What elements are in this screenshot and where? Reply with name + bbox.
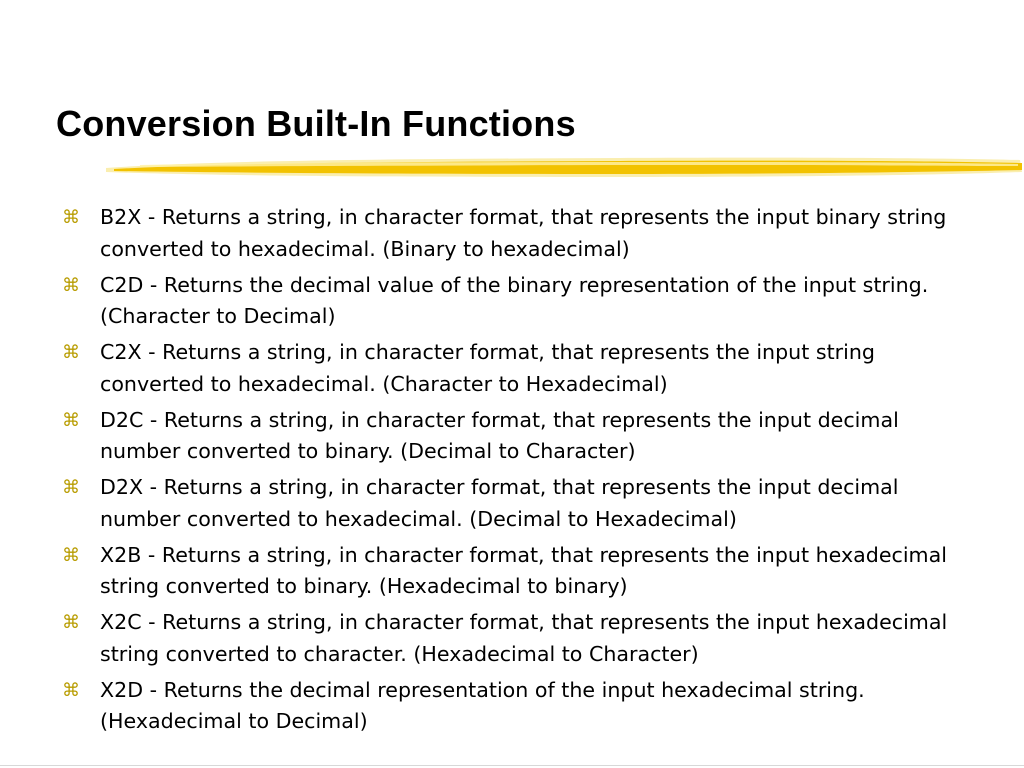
slide-title: Conversion Built-In Functions xyxy=(56,103,576,144)
bullet-item xyxy=(62,540,982,603)
command-key-icon: ⌘ xyxy=(62,679,80,701)
command-key-icon: ⌘ xyxy=(62,274,80,296)
bullet-text: X2D - Returns the decimal representation of the input hexadecimal string. (Hexadecimal to Decimal) xyxy=(100,677,865,733)
bullet-item xyxy=(62,472,982,535)
bullet-item xyxy=(62,675,982,738)
bullet-text: X2C - Returns a string, in character format, that represents the input hexadecimal string converted to character. (Hexadecimal to Character) xyxy=(100,610,948,666)
command-key-icon: ⌘ xyxy=(62,612,80,633)
command-key-icon: ⌘ xyxy=(62,207,80,228)
bullet-text: D2C - Returns a string, in character format, that represents the input decimal number converted to binary. (Decimal to Character) xyxy=(100,407,899,463)
bullet-list xyxy=(62,202,982,742)
bullet-item xyxy=(62,607,982,670)
bullet-text: C2D - Returns the decimal value of the binary representation of the input string. (Character to Decimal) xyxy=(100,272,929,328)
highlighter-stroke xyxy=(100,150,1024,186)
footer-divider xyxy=(0,765,1024,766)
command-key-icon: ⌘ xyxy=(62,409,80,431)
bullet-item xyxy=(62,337,982,400)
command-key-icon: ⌘ xyxy=(62,477,80,498)
bullet-text: D2X - Returns a string, in character format, that represents the input decimal number converted to hexadecimal. (Decimal to Hexadecimal) xyxy=(100,475,899,531)
command-key-icon: ⌘ xyxy=(62,544,80,566)
bullet-item xyxy=(62,405,982,468)
command-key-icon: ⌘ xyxy=(62,342,80,363)
bullet-item xyxy=(62,202,982,265)
bullet-item xyxy=(62,270,982,333)
bullet-text: C2X - Returns a string, in character format, that represents the input string converted to hexadecimal. (Character to Hexadecimal) xyxy=(100,340,875,396)
bullet-text: X2B - Returns a string, in character format, that represents the input hexadecimal string converted to binary. (Hexadecimal to binary) xyxy=(100,542,947,598)
bullet-text: B2X - Returns a string, in character format, that represents the input binary string converted to hexadecimal. (Binary to hexadecimal) xyxy=(100,205,947,261)
